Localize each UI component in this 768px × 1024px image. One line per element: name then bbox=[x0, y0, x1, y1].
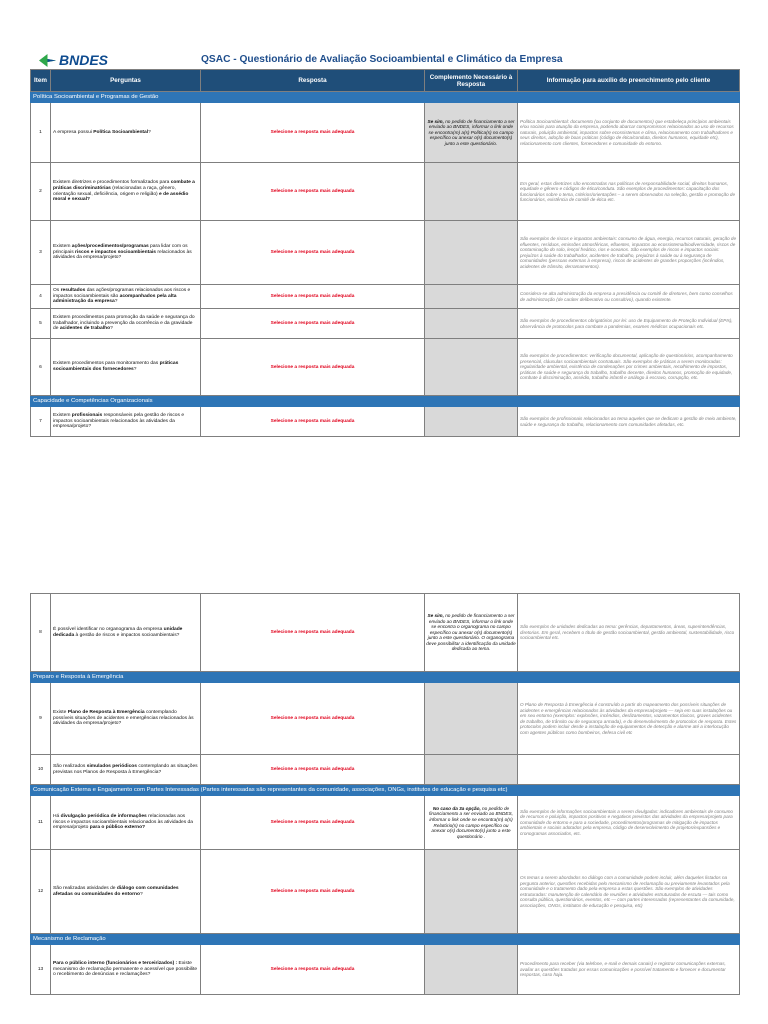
complement-cell[interactable] bbox=[425, 163, 518, 221]
question-row bbox=[31, 103, 740, 163]
complement-cell[interactable] bbox=[425, 755, 518, 785]
answer-dropdown[interactable]: Selecione a resposta mais adequada bbox=[201, 285, 425, 309]
question-text: A empresa possui Política Socioambiental? bbox=[51, 103, 201, 163]
sheet-page-1 bbox=[30, 49, 739, 437]
complement-cell[interactable] bbox=[425, 683, 518, 755]
question-row bbox=[31, 683, 740, 755]
complement-cell[interactable] bbox=[425, 339, 518, 396]
help-info-text: São exemplos de informações socioambientais a serem divulgadas: indicadores ambientais de consumo de recursos e poluição, impactos positivos e negativos previstos das atividades da empresa/projeto para comunidade do entorno e para a sociedade, procedimentos/programas de mitigação de impactos ambientais e sociais adotados pela empresa, código de desenvolvimento de projetos/expansões e cronogramas associados, etc. bbox=[518, 796, 740, 850]
section-header bbox=[31, 672, 740, 683]
question-text: Há divulgação periódica de informações relacionadas aos riscos e impactos socioambientais relacionados às atividades da empresa/projeto para o público externo? bbox=[51, 796, 201, 850]
sheet-page-2 bbox=[30, 593, 739, 995]
section-title: Política Socioambiental e Programas de Gestão bbox=[31, 92, 740, 103]
complement-cell[interactable] bbox=[425, 945, 518, 995]
answer-dropdown[interactable]: Selecione a resposta mais adequada bbox=[201, 945, 425, 995]
question-text: Existem diretrizes e procedimentos formalizados para combate a práticas discriminatórias (relacionadas a raça, gênero, orientação sexual, deficiência, origem e religião) e de assédio moral e sexual? bbox=[51, 163, 201, 221]
help-info-text: Política Socioambiental: documento (ou conjunto de documentos) que estabeleça princípios ambientais e/ou sociais para atuação da empresa, podendo abarcar compromissos relacionados ao uso de recursos naturais, poluição ambiental, impactos sobre ecossistemas e clima, relacionamento com trabalhadores e seus direitos, adoção de boas práticas (código de ética/conduta, direitos humanos, equidade etc), relacionamento com clientes, fornecedores e comunidade do entorno. bbox=[518, 103, 740, 163]
item-number: 3 bbox=[31, 221, 51, 285]
help-info-text: Considera-se alta administração da empresa a presidência ou comitê de diretores, bem como conselhos de administração (de caráter deliberativo ou consultivo), quando existente. bbox=[518, 285, 740, 309]
complement-cell[interactable]: No caso da 3a opção, no pedido de financiamento a ser enviado ao BNDES, informar o link onde se encontra(m) o(s) Relatório(s) no campo específico ou anexar o(s) documento(s) junto a este questionário . bbox=[425, 796, 518, 850]
item-number: 4 bbox=[31, 285, 51, 309]
help-info-text: O Plano de Resposta à Emergência é construído a partir do mapeamento dos possíveis situações de acidentes e emergências relacionados às atividades da empresa/projeto — seja em suas instalações ou em seu entorno (exemplos: explosões, incêndios, deslizamentos, vazamentos tóxicos, graves acidentes de trabalho, de trânsito ou de segurança armada), e do desenvolvimento de protocolos de resposta. Estes protocolos podem incluir desde a instalação de equipamentos de detecção e alarme até a interlocução com agentes públicos como bombeiros, defesa civil etc bbox=[518, 683, 740, 755]
col-item: Item bbox=[31, 70, 51, 92]
answer-dropdown[interactable]: Selecione a resposta mais adequada bbox=[201, 221, 425, 285]
complement-cell[interactable] bbox=[425, 407, 518, 437]
question-row bbox=[31, 309, 740, 339]
questionnaire-table-2 bbox=[30, 593, 740, 995]
item-number: 6 bbox=[31, 339, 51, 396]
col-informacao: Informação para auxílio do preenchimento pelo cliente bbox=[518, 70, 740, 92]
answer-dropdown[interactable]: Selecione a resposta mais adequada bbox=[201, 755, 425, 785]
logo-text: BNDES bbox=[59, 52, 109, 68]
question-text: Existe Plano de Resposta à Emergência contemplando possíveis situações de acidentes e emergências relacionados às atividades da empresa/projeto? bbox=[51, 683, 201, 755]
complement-cell[interactable]: Se sim, no pedido de financiamento a ser enviado ao BNDES, informar o link onde se encontra o organograma no campo específico ou anexar o(s) documento(s) junto a este questionário. O organograma deve possibilitar a identificação da unidade dedicada ao tema. bbox=[425, 594, 518, 672]
complement-cell[interactable] bbox=[425, 285, 518, 309]
question-row bbox=[31, 163, 740, 221]
section-header bbox=[31, 396, 740, 407]
section-title: Mecanismo de Reclamação bbox=[31, 934, 740, 945]
question-row bbox=[31, 221, 740, 285]
item-number: 5 bbox=[31, 309, 51, 339]
item-number: 13 bbox=[31, 945, 51, 995]
question-text: Existem ações/procedimentos/programas para lidar com os principais riscos e impactos socioambientais relacionados às atividades da empresa/projeto? bbox=[51, 221, 201, 285]
answer-dropdown[interactable]: Selecione a resposta mais adequada bbox=[201, 407, 425, 437]
bndes-logo-icon bbox=[39, 54, 56, 67]
item-number: 1 bbox=[31, 103, 51, 163]
help-info-text: Em geral, estas diretrizes são encontradas nas políticas de responsabilidade social, direitos humanos, equidade e gênero e códigos de ética/conduta. São exemplos de procedimentos: capacitação dos funcionários sobre o tema, critérios/orientações – a serem observados na seleção, gestão e promoção de funcionários, existência de comitê de ética etc. bbox=[518, 163, 740, 221]
help-info-text: Os temas a serem abordados no diálogo com a comunidade podem incluir, além daqueles listados na pergunta anterior, questões recebidas pelo mecanismo de reclamação ou previamente levantados pela comunidade e o tratamento dado pela empresa a estas questões. São exemplos de atividades estruturadas: manutenção de calendário de reuniões e atividades estruturadas de escuta — tais como consulta pública, questionários, eventos, etc — com partes interessadas (representantes da comunidade, associações, ONGs, institutos de educação e pesquisa, etc) bbox=[518, 850, 740, 934]
answer-dropdown[interactable]: Selecione a resposta mais adequada bbox=[201, 309, 425, 339]
help-info-text: São exemplos de unidades dedicadas ao tema: gerências, departamentos, áreas, superintendências, diretorias. Em geral, recebem o título de gestão socioambiental, gestão ambiental, sustentabilidade, risco socioambiental etc. bbox=[518, 594, 740, 672]
question-row bbox=[31, 285, 740, 309]
question-text: Existem procedimentos para monitoramento das práticas socioambientais dos fornecedores? bbox=[51, 339, 201, 396]
item-number: 7 bbox=[31, 407, 51, 437]
help-info-text: São exemplos de profissionais relacionados ao tema aqueles que se dedicam a gestão de meio ambiente, saúde e segurança do trabalho, relacionamento com comunidades afetadas, etc. bbox=[518, 407, 740, 437]
question-row bbox=[31, 339, 740, 396]
questionnaire-table-1 bbox=[30, 69, 740, 437]
question-text: Para o público interno (funcionários e terceirizados) : Existe mecanismo de reclamação permanente e acessível que possibilite o recebimento de denúncias e reclamações? bbox=[51, 945, 201, 995]
question-text: Os resultados das ações/programas relacionados aos riscos e impactos socioambientais são acompanhados pela alta administração da empresa? bbox=[51, 285, 201, 309]
help-info-text: Procedimento para receber (via telefone, e-mail e demais canais) e registrar comunicações externas, avaliar as questões tratadas por essas comunicações e possível tratamento e fornecer e documentar respostas, caso haja. bbox=[518, 945, 740, 995]
document-title: QSAC - Questionário de Avaliação Socioambiental e Climático da Empresa bbox=[201, 54, 563, 65]
section-header bbox=[31, 92, 740, 103]
answer-dropdown[interactable]: Selecione a resposta mais adequada bbox=[201, 850, 425, 934]
answer-dropdown[interactable]: Selecione a resposta mais adequada bbox=[201, 594, 425, 672]
item-number: 11 bbox=[31, 796, 51, 850]
item-number: 12 bbox=[31, 850, 51, 934]
help-info-text: São exemplos de procedimentos: verificação documental, aplicação de questionários, acompanhamento presencial, cláusulas socioambientais contratuais. São exemplos de práticas a serem monitoradas: regularidade ambiental, existência de condenações por crimes ambientais, recolhimento de impostos, práticas de saúde e segurança do trabalho, trabalho decente, direitos humanos, promoção de equidade, combate à discriminação, assédio, trabalho infantil e análogo à escravo, corrupção, etc. bbox=[518, 339, 740, 396]
help-info-text: São exemplos de riscos e impactos ambientais: consumo de água, energia, recursos naturais, geração de efluentes, resíduos, emissões atmosféricas, efluentes, impactos ao ecossistema/biodiversidade, riscos de contaminação do solo, lençol freático, rios e oceanos. São exemplos de riscos e impactos sociais: prejuízos à saúde do trabalhador, acidentes de trabalho, prejuízos à saúde ou à segurança de comunidades (pessoas externas à empresa), riscos de acidentes de grandes proporções (incêndios, acidentes de trânsito, derramamentos). bbox=[518, 221, 740, 285]
item-number: 10 bbox=[31, 755, 51, 785]
complement-cell[interactable]: Se sim, no pedido de financiamento a ser enviado ao BNDES, informar o link onde se encontra(m) a(s) Política(s) no campo específico ou anexar o(s) documento(s) junto a este questionário. bbox=[425, 103, 518, 163]
item-number: 9 bbox=[31, 683, 51, 755]
sheet-header bbox=[30, 49, 739, 69]
section-title: Capacidade e Competências Organizacionais bbox=[31, 396, 740, 407]
item-number: 8 bbox=[31, 594, 51, 672]
question-row bbox=[31, 796, 740, 850]
answer-dropdown[interactable]: Selecione a resposta mais adequada bbox=[201, 796, 425, 850]
answer-dropdown[interactable]: Selecione a resposta mais adequada bbox=[201, 683, 425, 755]
complement-cell[interactable] bbox=[425, 221, 518, 285]
item-number: 2 bbox=[31, 163, 51, 221]
question-row bbox=[31, 594, 740, 672]
answer-dropdown[interactable]: Selecione a resposta mais adequada bbox=[201, 339, 425, 396]
question-row bbox=[31, 407, 740, 437]
section-title: Comunicação Externa e Engajamento com Partes Interessadas (Partes interessadas são representantes da comunidade, associações, ONGs, institutos de educação e pesquisa etc) bbox=[31, 785, 740, 796]
question-row bbox=[31, 755, 740, 785]
complement-cell[interactable] bbox=[425, 850, 518, 934]
question-row bbox=[31, 945, 740, 995]
answer-dropdown[interactable]: Selecione a resposta mais adequada bbox=[201, 163, 425, 221]
section-title: Preparo e Resposta à Emergência bbox=[31, 672, 740, 683]
section-header bbox=[31, 785, 740, 796]
column-header-row bbox=[31, 70, 740, 92]
section-header bbox=[31, 934, 740, 945]
complement-cell[interactable] bbox=[425, 309, 518, 339]
question-text: São realizadas atividades de diálogo com comunidades afetadas ou comunidades do entorno? bbox=[51, 850, 201, 934]
col-resposta: Resposta bbox=[201, 70, 425, 92]
col-complemento: Complemento Necessário à Resposta bbox=[425, 70, 518, 92]
col-perguntas: Perguntas bbox=[51, 70, 201, 92]
question-row bbox=[31, 850, 740, 934]
question-text: É possível identificar no organograma da empresa unidade dedicada à gestão de riscos e impactos socioambientais? bbox=[51, 594, 201, 672]
bndes-logo bbox=[39, 52, 108, 68]
question-text: Existem profissionais responsáveis pela gestão de riscos e impactos socioambientais relacionados às atividades da empresa/projeto? bbox=[51, 407, 201, 437]
question-text: Existem procedimentos para promoção da saúde e segurança do trabalhador, incluindo a prevenção da ocorrência e da gravidade de acidentes de trabalho? bbox=[51, 309, 201, 339]
answer-dropdown[interactable]: Selecione a resposta mais adequada bbox=[201, 103, 425, 163]
help-info-text bbox=[518, 755, 740, 785]
question-text: São realizados simulados periódicos contemplando as situações previstas nos Planos de Resposta à Emergência? bbox=[51, 755, 201, 785]
help-info-text: São exemplos de procedimentos obrigatórios por lei: uso de Equipamento de Proteção Individual (EPIs), observância de protocolos para combate a pandemias, exames médicos ocupacionais etc. bbox=[518, 309, 740, 339]
